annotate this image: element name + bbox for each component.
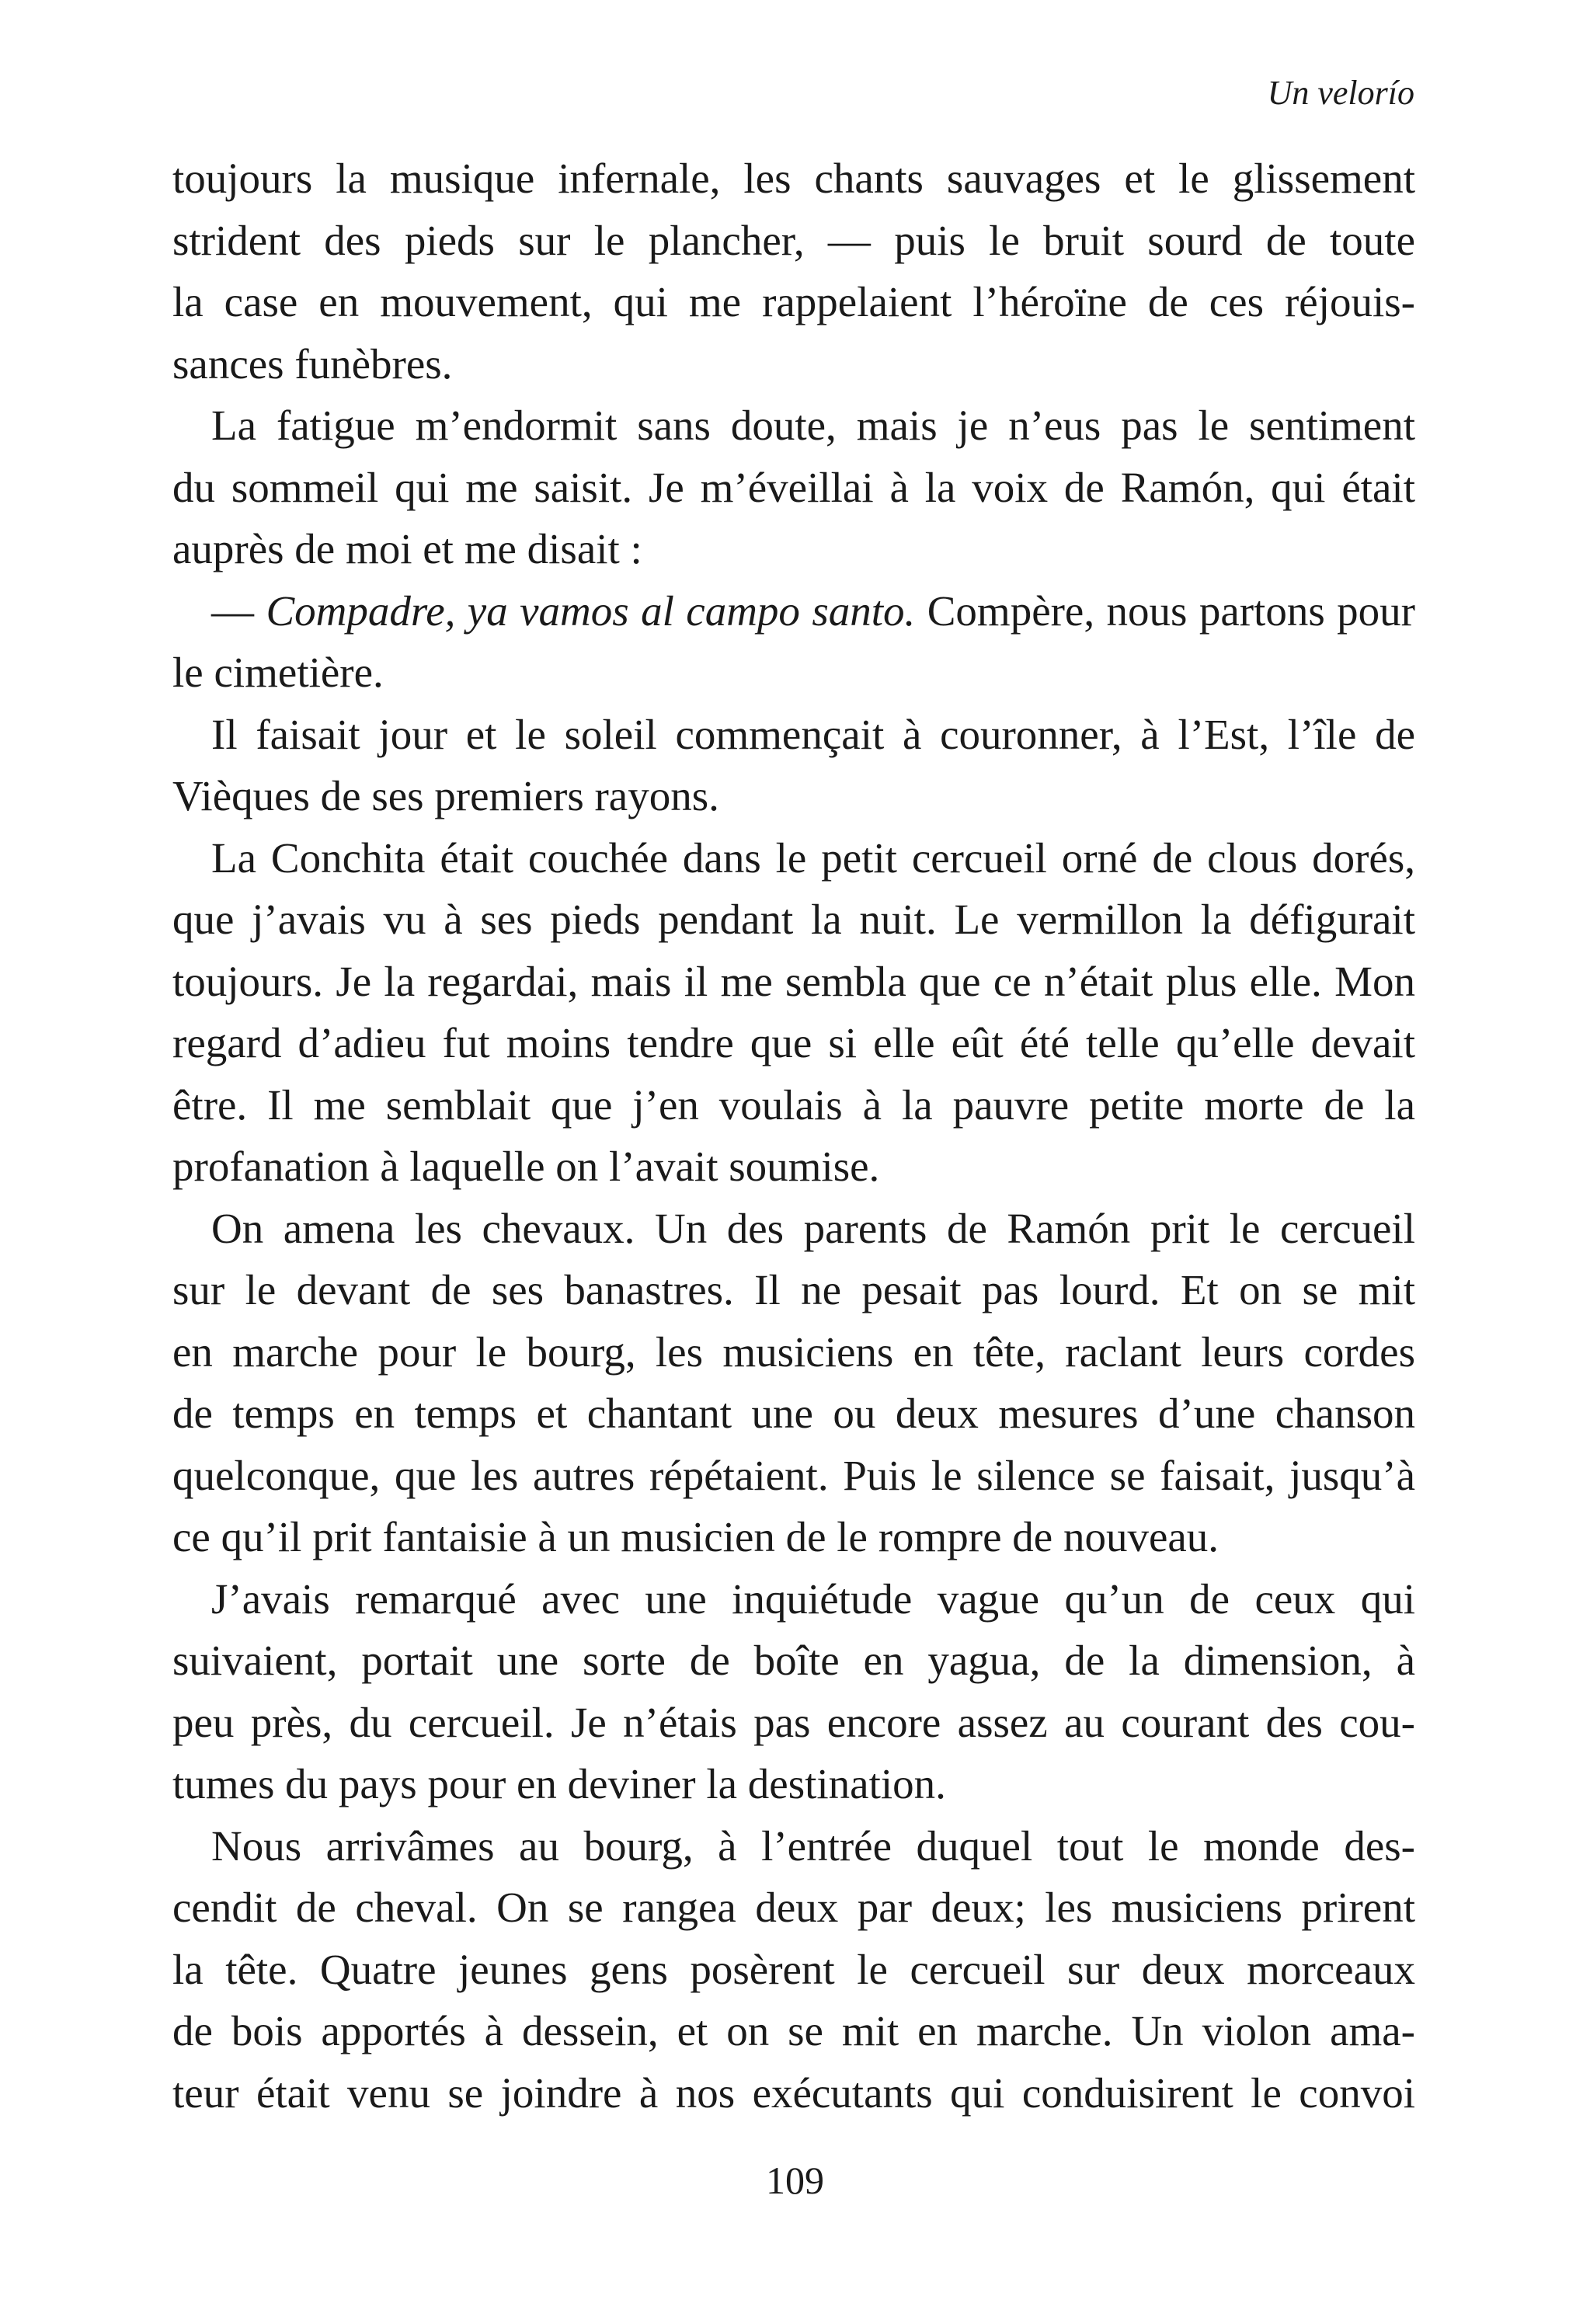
body-text [172,148,1415,2124]
text-line: être. Il me semblait que j’en voulais à la pauvre petite morte de la [172,1080,1415,1129]
text-line: teur était venu se joindre à nos exécutants qui conduisirent le convoi [172,2068,1415,2117]
translation: Compère, nous partons pour [915,586,1415,635]
text-line: suivaient, portait une sorte de boîte en yagua, de la dimension, à [172,1637,1415,1684]
text-line: auprès de moi et me disait : [172,525,642,572]
text-line: Nous arrivâmes au bourg, à l’entrée duquel tout le monde des- [211,1821,1415,1870]
text-line: toujours. Je la regardai, mais il me sembla que ce n’était plus elle. Mon [172,957,1415,1005]
paragraph [172,704,1415,827]
text-line [172,580,1415,642]
page-number: 109 [766,2159,824,2202]
text-line: du sommeil qui me saisit. Je m’éveillai à la voix de Ramón, qui était [172,463,1415,511]
paragraph [172,148,1415,395]
text-line: sur le devant de ses banastres. Il ne pesait pas lourd. Et on se mit [172,1266,1415,1313]
paragraph [172,1198,1415,1568]
text-line: profanation à laquelle on l’avait soumise. [172,1143,880,1190]
text-line: strident des pieds sur le plancher, — puis le bruit sourd de toute [172,216,1415,264]
text-line: peu près, du cercueil. Je n’étais pas encore assez au courant des cou- [172,1698,1415,1746]
text-line: cendit de cheval. On se rangea deux par deux; les musiciens prirent [172,1884,1415,1931]
text-line: en marche pour le bourg, les musiciens en tête, raclant leurs cordes [172,1327,1415,1376]
text-line: La Conchita était couchée dans le petit cercueil orné de clous dorés, [211,833,1415,882]
text-line: la tête. Quatre jeunes gens posèrent le cercueil sur deux morceaux [172,1945,1415,1993]
paragraph [172,1568,1415,1815]
running-title: Un velorío [1267,74,1414,112]
text-line: regard d’adieu fut moins tendre que si elle eût été telle qu’elle devait [172,1019,1415,1066]
text-line: de bois apportés à dessein, et on se mit en marche. Un violon ama- [172,2007,1415,2054]
text-line: La fatigue m’endormit sans doute, mais je n’eus pas le sentiment [211,402,1415,449]
text-line: ce qu’il prit fantaisie à un musicien de le rompre de nouveau. [172,1513,1219,1560]
spanish-quote: Compadre, ya vamos al campo santo. [266,586,916,635]
text-line: le cimetière. [172,649,384,696]
text-line: Vièques de ses premiers rayons. [172,772,719,819]
paragraph [172,827,1415,1198]
text-line: la case en mouvement, qui me rappelaient l’héroïne de ces réjouis- [172,278,1415,325]
paragraph [172,1815,1415,2124]
text-line: Il faisait jour et le soleil commençait à couronner, à l’Est, l’île de [211,710,1415,758]
dialogue-dash: — [211,586,266,635]
text-line: que j’avais vu à ses pieds pendant la nuit. Le vermillon la défigurait [172,896,1415,943]
text-line: sances funèbres. [172,339,453,388]
text-line: quelconque, que les autres répétaient. Puis le silence se faisait, jusqu’à [172,1451,1415,1499]
text-line: toujours la musique infernale, les chants sauvages et le glissement [172,155,1415,202]
text-line: de temps en temps et chantant une ou deux mesures d’une chanson [172,1390,1415,1437]
text-line: tumes du pays pour en deviner la destination. [172,1760,946,1807]
paragraph [172,395,1415,580]
text-line: J’avais remarqué avec une inquiétude vague qu’un de ceux qui [211,1574,1415,1623]
text-line: On amena les chevaux. Un des parents de Ramón prit le cercueil [211,1204,1415,1252]
paragraph-dialogue [172,580,1415,704]
